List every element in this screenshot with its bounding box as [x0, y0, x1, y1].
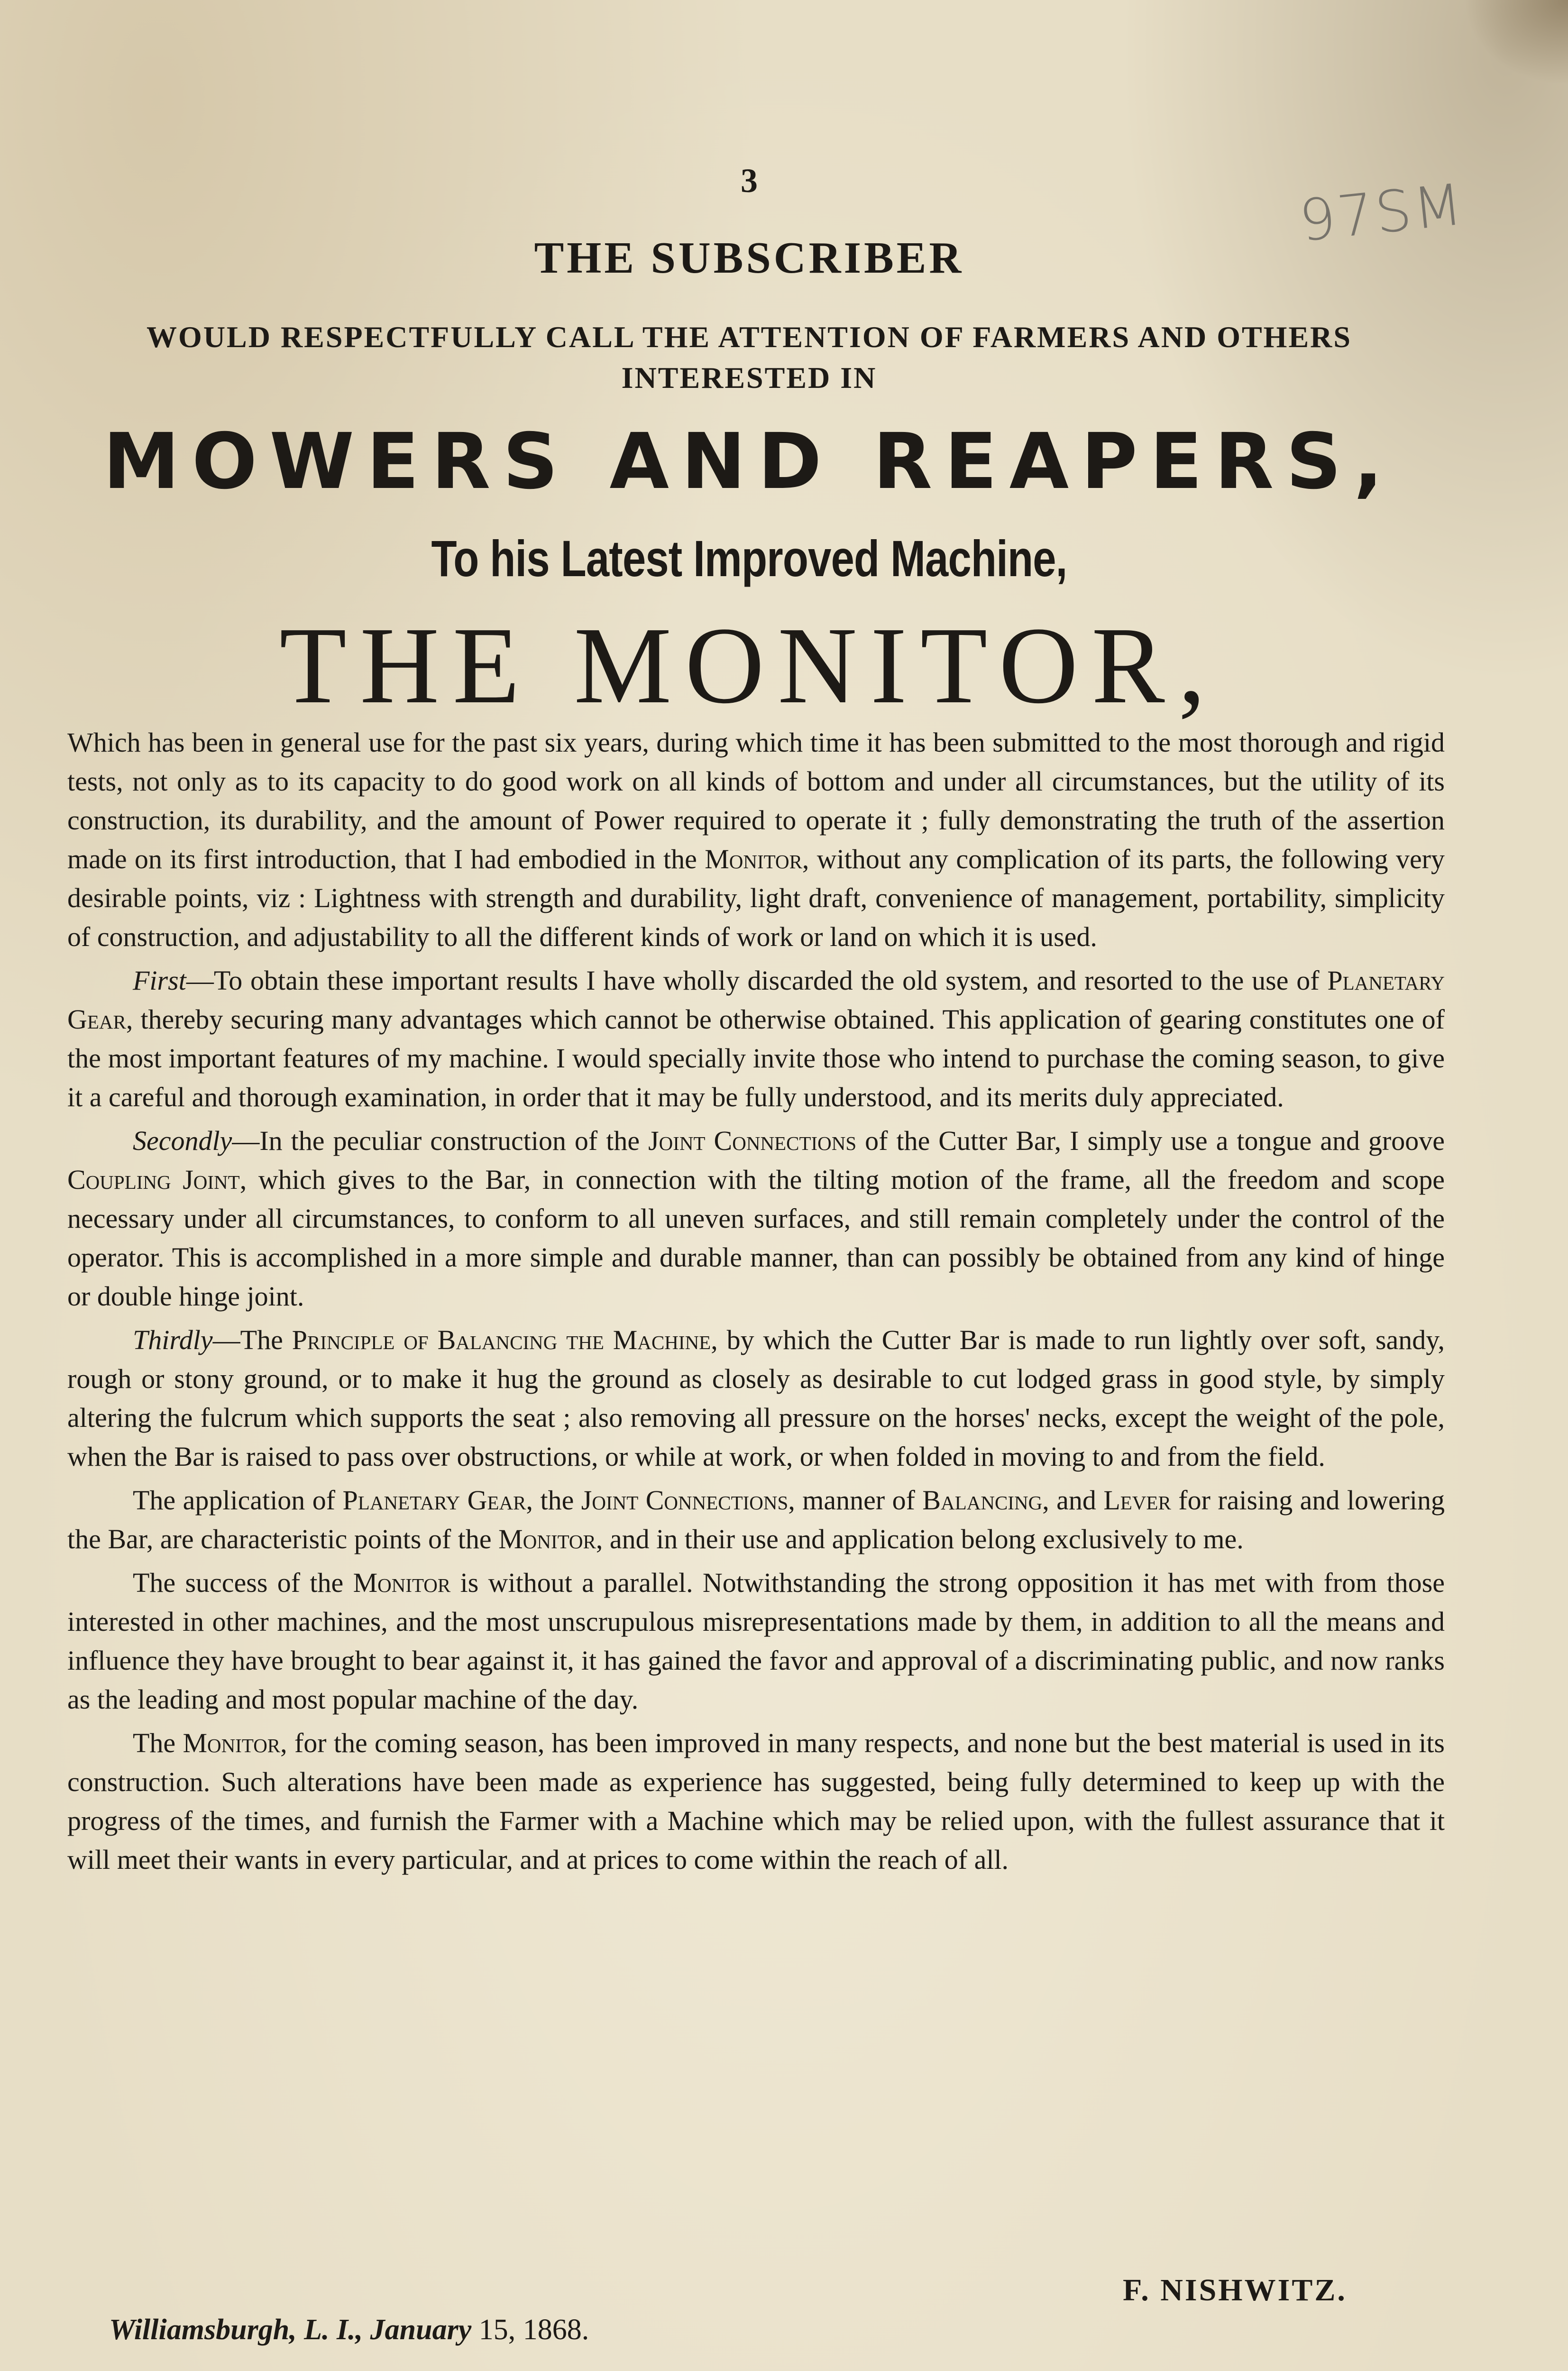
title-attention: WOULD RESPECTFULLY CALL THE ATTENTION OF FARMERS AND OTHERS INTERESTED IN — [147, 320, 1352, 395]
dateline: Williamsburgh, L. I., January 15, 1868. — [109, 2314, 589, 2346]
paragraph-thirdly: Thirdly—The Principle of Balancing the Machine, by which the Cutter Bar is made to run lightly over soft, sandy, rough or stony ground, or to make it hug the ground as closely as desirable to cut lodged grass in good style, by simply altering the fulcrum which supports the seat ; also removing all pressure on the horses' necks, except the weight of the pole, when the Bar is raised to pass over obstructions, or while at work, or when folded in moving to and from the field. — [67, 1324, 1445, 1472]
paragraph-application: The application of Planetary Gear, the Joint Connections, manner of Balancing, and Lever for raising and lowering the Bar, are characteristic points of the Monitor, and in their use and application belong exclusively to me. — [67, 1485, 1445, 1554]
paragraph-secondly: Secondly—In the peculiar construction of the Joint Connections of the Cutter Bar, I simply use a tongue and groove Coupling Joint, which gives to the Bar, in connection with the tilting motion of the frame, all the freedom and scope necessary under all circumstances, to conform to all uneven surfaces, and still remain completely under the control of the operator. This is accomplished in a more simple and durable manner, than can possibly be obtained from any kind of hinge or double hinge joint. — [67, 1125, 1445, 1312]
paragraph-intro: Which has been in general use for the past six years, during which time it has been submitted to the most thorough and rigid tests, not only as to its capacity to do good work on all kinds of bottom and under all circumstances, but the utility of its construction, its durability, and the amount of Power required to operate it ; fully demonstrating the truth of the assertion made on its first introduction, that I had embodied in the Monitor, without any complication of its parts, the following very desirable points, viz : Lightness with strength and durability, light draft, convenience of management, portability, simplicity of construction, and adjustability to all the different kinds of work or land on which it is used. — [67, 727, 1445, 952]
body-text — [67, 723, 1445, 1884]
title-subscriber: THE SUBSCRIBER — [534, 233, 964, 283]
paragraph-coming-season: The Monitor, for the coming season, has been improved in many respects, and none but the best material is used in its construction. Such alterations have been made as experience has suggested, being fully determined to keep up with the progress of the times, and furnish the Farmer with a Machine which may be relied upon, with the fullest assurance that it will meet their wants in every particular, and at prices to come within the reach of all. — [67, 1728, 1445, 1875]
title-mowers-and-reapers: MOWERS AND REAPERS, — [103, 417, 1395, 506]
title-the-monitor: THE MONITOR, — [279, 605, 1219, 726]
page-number: 3 — [741, 162, 758, 200]
pencil-annotation: 97SM — [1296, 172, 1467, 255]
paragraph-first: First—To obtain these important results I have wholly discarded the old system, and resorted to the use of Planetary Gear, thereby securing many advantages which cannot be otherwise obtained. This application of gearing constitutes one of the most important features of my machine. I would specially invite those who intend to purchase the coming season, to give it a careful and thorough examination, in order that it may be fully understood, and its merits duly appreciated. — [67, 965, 1445, 1112]
corner-stain — [1464, 0, 1568, 85]
signature: F. NISHWITZ. — [1123, 2273, 1347, 2307]
paragraph-success: The success of the Monitor is without a parallel. Notwithstanding the strong opposition it has met with from those interested in other machines, and the most unscrupulous misrepresentations made by them, in addition to all the means and influence they have brought to bear against it, it has gained the favor and approval of a discriminating public, and now ranks as the leading and most popular machine of the day. — [67, 1567, 1445, 1715]
title-latest-machine: To his Latest Improved Machine, — [431, 530, 1067, 587]
